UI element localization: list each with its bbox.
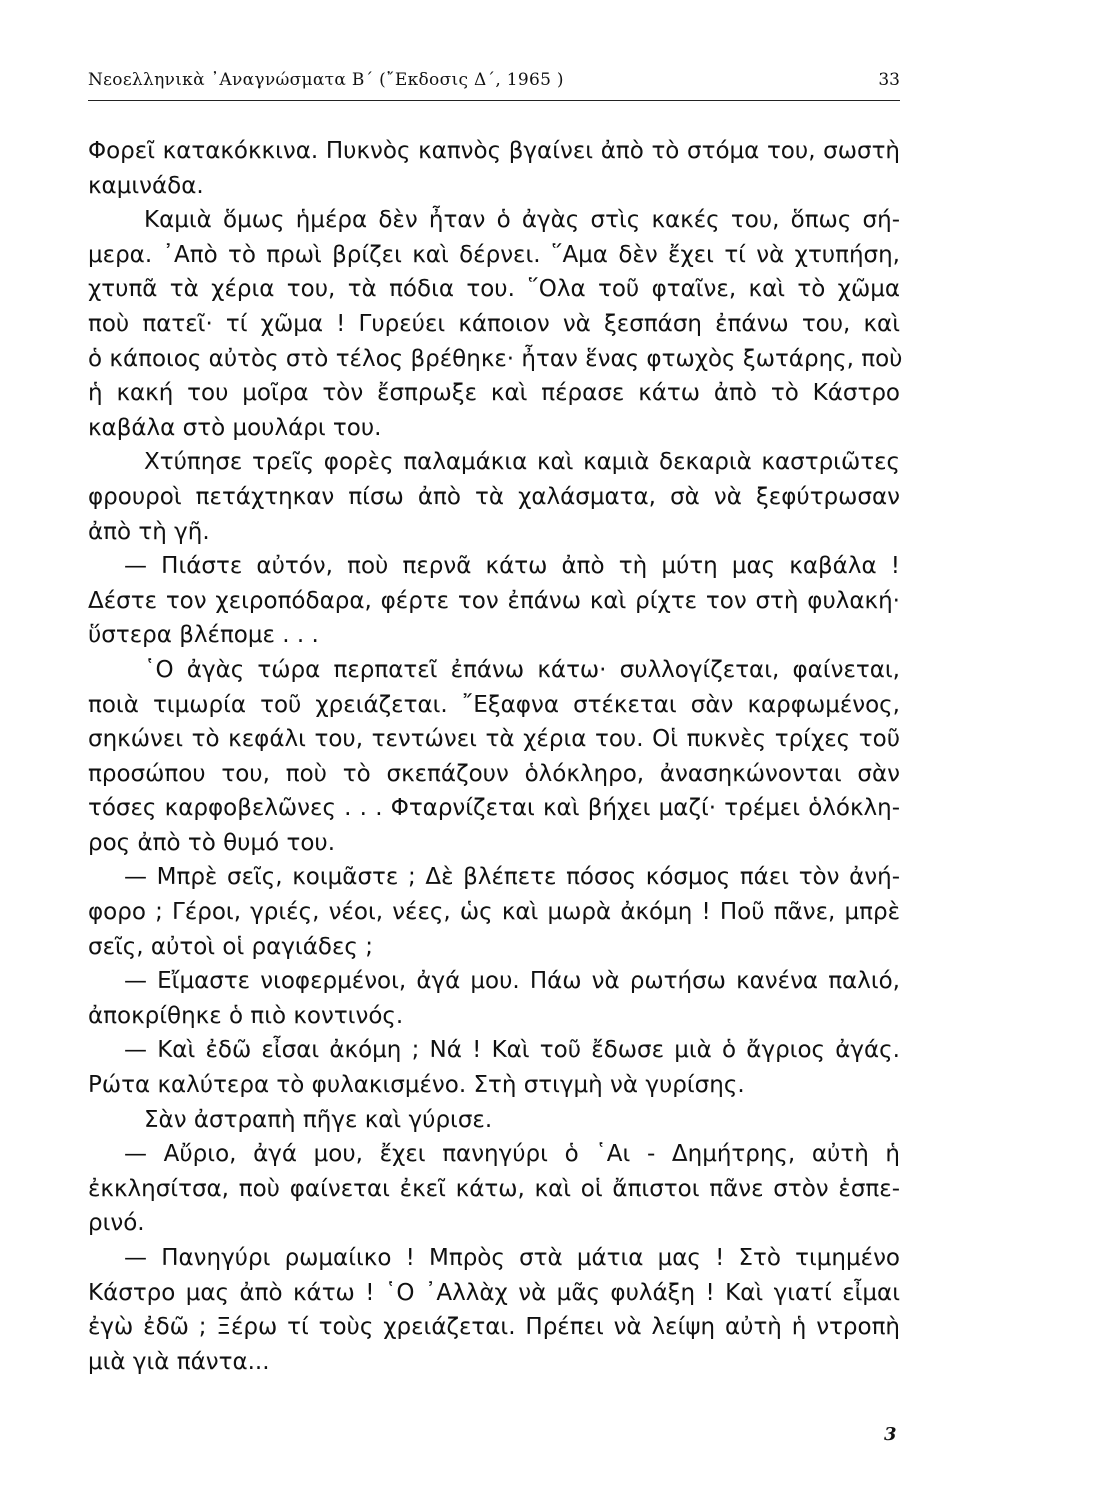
text-line: Κάστρο μας ἀπὸ κάτω ! ῾Ο ᾿Αλλὰχ νὰ μᾶς φυλάξη ! Καὶ γιατί εἶμαι: [88, 1279, 900, 1306]
text-line: χτυπᾶ τὰ χέρια του, τὰ πόδια του. ῞Ολα τοῦ φταῖνε, καὶ τὸ χῶμα: [88, 276, 900, 303]
text-line: μερα. ᾿Απὸ τὸ πρωὶ βρίζει καὶ δέρνει. ῞Αμα δὲν ἔχει τί νὰ χτυπήση,: [88, 241, 900, 268]
text-line: ἡ κακή του μοῖρα τὸν ἔσπρωξε καὶ πέρασε κάτω ἀπὸ τὸ Κάστρο: [88, 380, 900, 407]
text-line: ἀπὸ τὴ γῆ.: [88, 518, 210, 545]
text-line: ἐγὼ ἐδῶ ; Ξέρω τί τοὺς χρειάζεται. Πρέπει νὰ λείψη αὐτὴ ἡ ντροπὴ: [88, 1314, 900, 1341]
text-line: Δέστε τον χειροπόδαρα, φέρτε τον ἐπάνω καὶ ρίχτε τον στὴ φυλακή·: [88, 587, 900, 614]
text-line: ὁ κάποιος αὐτὸς στὸ τέλος βρέθηκε· ἦταν ἕνας φτωχὸς ξωτάρης, ποὺ: [88, 345, 903, 372]
text-line: Καμιὰ ὅμως ἡμέρα δὲν ἦταν ὁ ἀγὰς στὶς κακές του, ὅπως σή-: [144, 207, 900, 234]
page-number: 33: [878, 70, 900, 90]
text-line: — Μπρὲ σεῖς, κοιμᾶστε ; Δὲ βλέπετε πόσος κόσμος πάει τὸν ἀνή-: [124, 864, 900, 891]
text-line: καμινάδα.: [88, 172, 204, 199]
text-line: ποιὰ τιμωρία τοῦ χρειάζεται. ῎Εξαφνα στέκεται σὰν καρφωμένος,: [88, 691, 900, 718]
page-header: [88, 66, 900, 101]
text-line: — Εἴμαστε νιοφερμένοι, ἀγά μου. Πάω νὰ ρωτήσω κανένα παλιό,: [124, 968, 900, 995]
text-line: φρουροὶ πετάχτηκαν πίσω ἀπὸ τὰ χαλάσματα, σὰ νὰ ξεφύτρωσαν: [88, 483, 900, 510]
text-line: — Πανηγύρι ρωμαίικο ! Μπρὸς στὰ μάτια μας ! Στὸ τιμημένο: [124, 1245, 900, 1271]
text-line: Ρώτα καλύτερα τὸ φυλακισμένο. Στὴ στιγμὴ νὰ γυρίσης.: [88, 1072, 745, 1099]
text-line: Χτύπησε τρεῖς φορὲς παλαμάκια καὶ καμιὰ δεκαριὰ καστριῶτες: [144, 449, 900, 476]
text-line: φορο ; Γέροι, γριές, νέοι, νέες, ὡς καὶ μωρὰ ἀκόμη ! Ποῦ πᾶνε, μπρὲ: [88, 899, 900, 926]
text-line: προσώπου του, ποὺ τὸ σκεπάζουν ὁλόκληρο, ἀνασηκώνονται σὰν: [88, 760, 900, 787]
text-line: ἐκκλησίτσα, ποὺ φαίνεται ἐκεῖ κάτω, καὶ οἱ ἄπιστοι πᾶνε στὸν ἑσπε-: [88, 1175, 900, 1202]
text-line: — Καὶ ἐδῶ εἶσαι ἀκόμη ; Νά ! Καὶ τοῦ ἔδωσε μιὰ ὁ ἄγριος ἀγάς.: [124, 1037, 900, 1064]
text-line: Φορεῖ κατακόκκινα. Πυκνὸς καπνὸς βγαίνει ἀπὸ τὸ στόμα του, σωστὴ: [88, 138, 900, 164]
text-line: σεῖς, αὐτοὶ οἱ ραγιάδες ;: [88, 933, 373, 960]
text-line: ῾Ο ἀγὰς τώρα περπατεῖ ἐπάνω κάτω· συλλογίζεται, φαίνεται,: [144, 656, 900, 683]
text-line: ἀποκρίθηκε ὁ πιὸ κοντινός.: [88, 1002, 404, 1029]
text-line: Σὰν ἀστραπὴ πῆγε καὶ γύρισε.: [144, 1106, 493, 1133]
text-line: ρινό.: [88, 1210, 145, 1237]
text-line: — Πιάστε αὐτόν, ποὺ περνᾶ κάτω ἀπὸ τὴ μύτη μας καβάλα !: [124, 553, 900, 580]
text-line: ρος ἀπὸ τὸ θυμό του.: [88, 829, 336, 856]
text-line: τόσες καρφοβελῶνες . . . Φταρνίζεται καὶ βήχει μαζί· τρέμει ὁλόκλη-: [88, 795, 900, 822]
text-line: σηκώνει τὸ κεφάλι του, τεντώνει τὰ χέρια του. Οἱ πυκνὲς τρίχες τοῦ: [88, 726, 900, 753]
page-body: [88, 134, 903, 1379]
text-line: — Αὔριο, ἀγά μου, ἔχει πανηγύρι ὁ ῾Αι - Δημήτρης, αὐτὴ ἡ: [124, 1141, 900, 1168]
text-line: ὕστερα βλέπομε . . .: [88, 622, 319, 649]
signature-mark: 3: [884, 1424, 897, 1445]
running-title: Νεοελληνικὰ ᾿Αναγνώσματα Β΄ (῎Εκδοσις Δ΄, 1965 ): [88, 70, 564, 90]
text-line: ποὺ πατεῖ· τί χῶμα ! Γυρεύει κάποιον νὰ ξεσπάση ἐπάνω του, καὶ: [88, 310, 900, 337]
text-line: μιὰ γιὰ πάντα...: [88, 1348, 270, 1375]
text-line: καβάλα στὸ μουλάρι του.: [88, 414, 382, 441]
